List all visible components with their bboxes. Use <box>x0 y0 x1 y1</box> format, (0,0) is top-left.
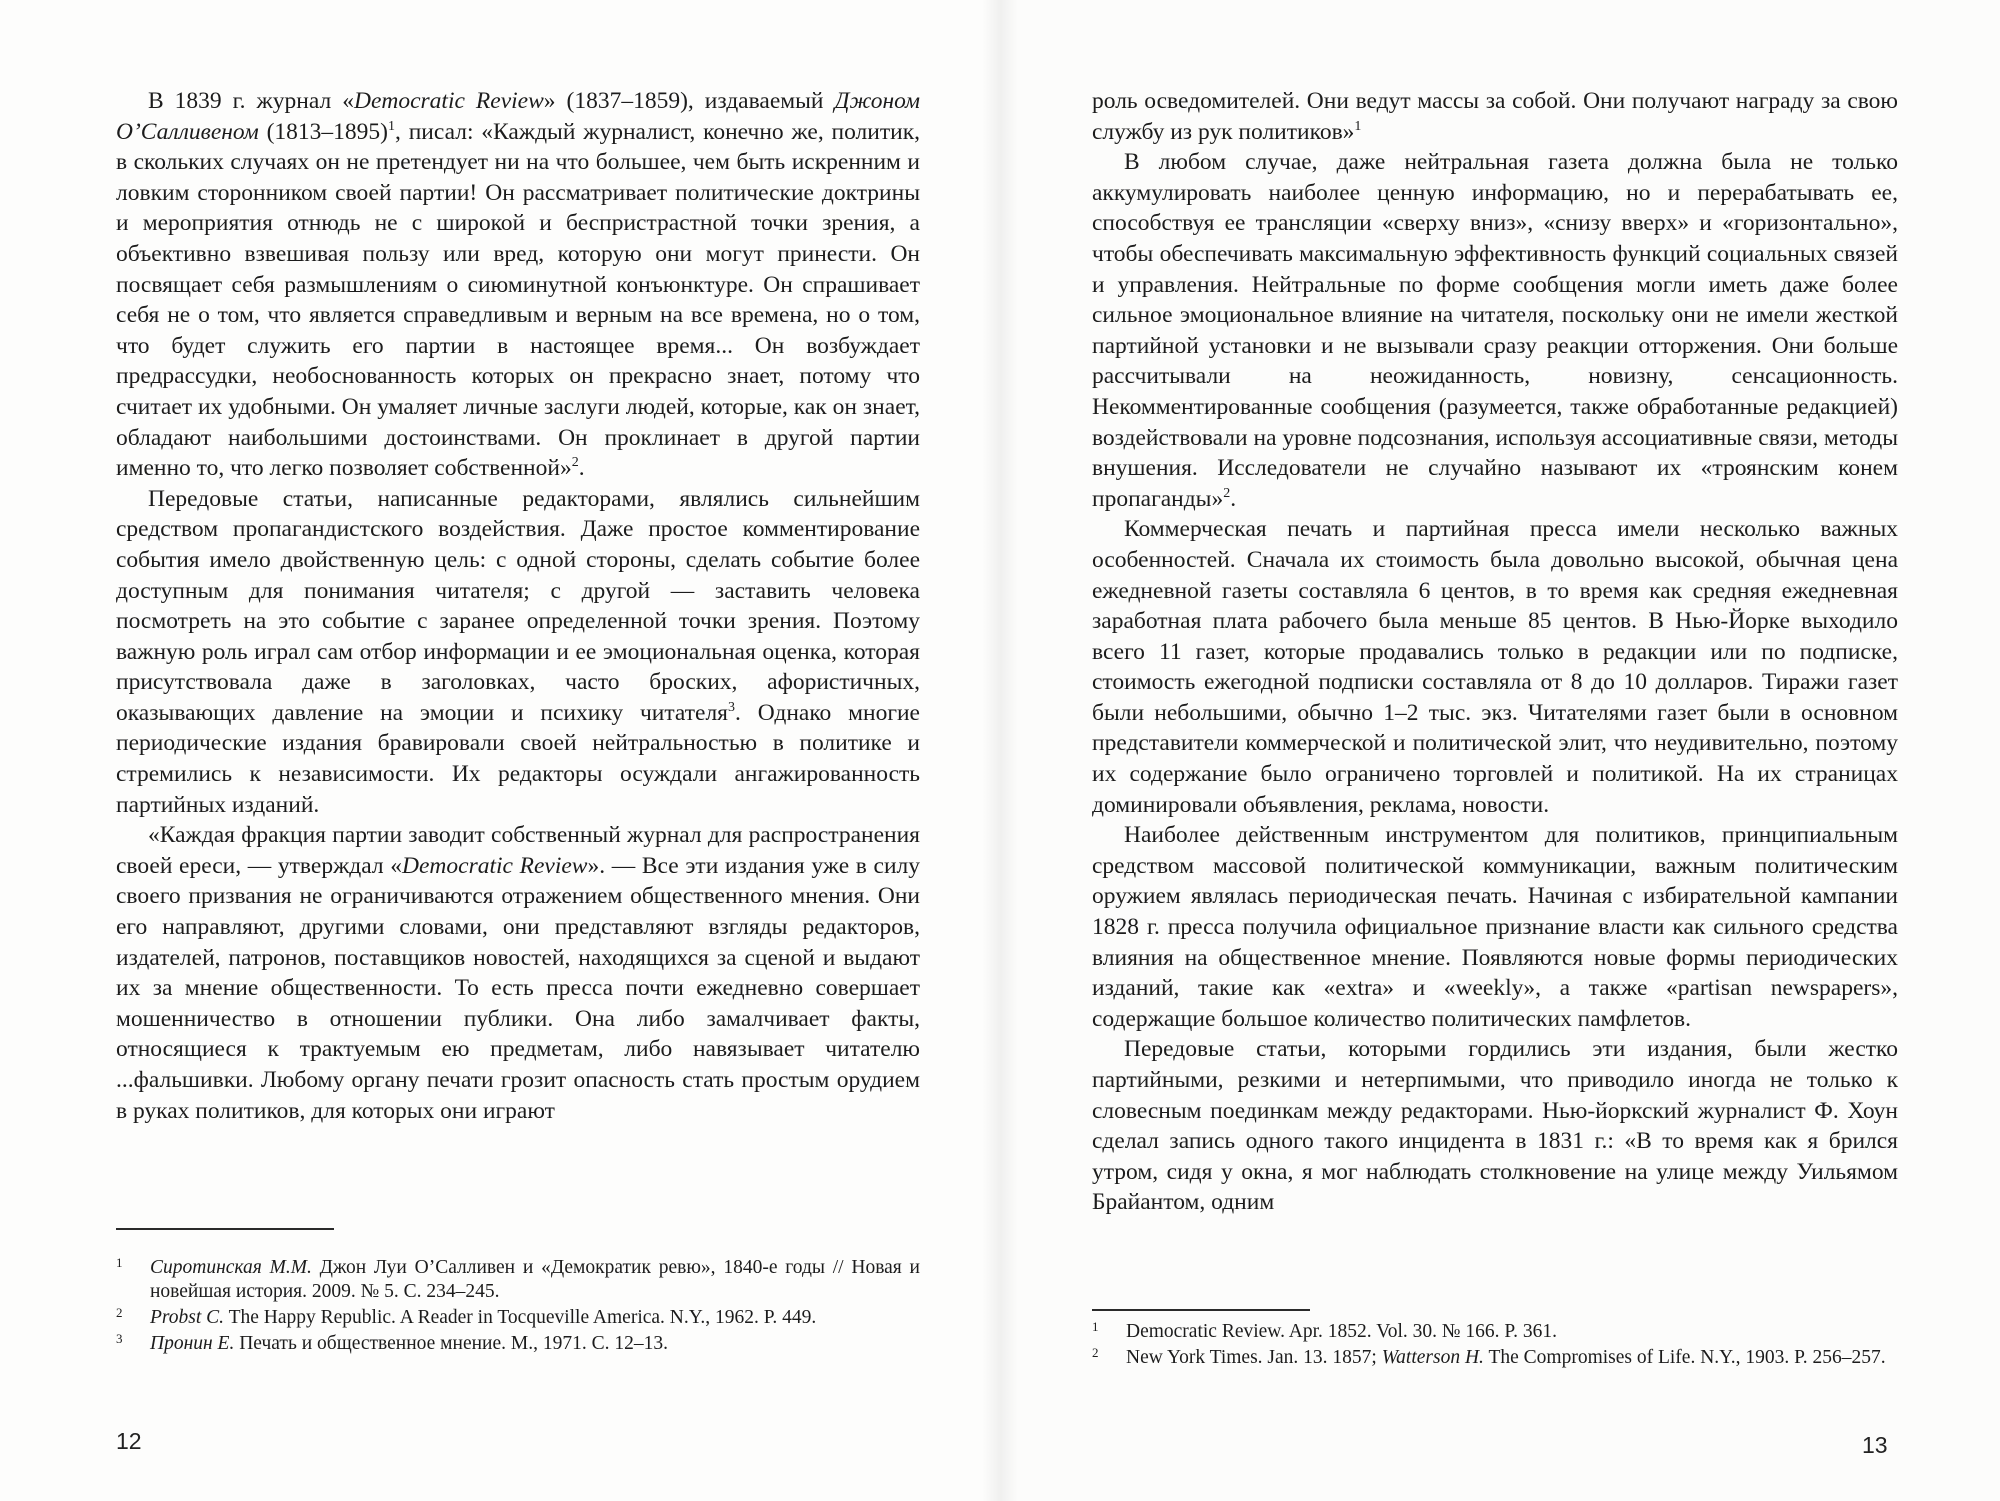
paragraph <box>1092 1034 1898 1218</box>
paragraph <box>1092 86 1898 147</box>
footnote <box>1092 1346 1898 1370</box>
italic-text: Пронин Е. <box>150 1333 235 1354</box>
text-run: В 1839 г. журнал « <box>148 88 354 114</box>
right-footnotes <box>1092 1320 1898 1372</box>
text-run: В любом случае, даже нейтральная газета должна была не только аккумулировать наиболее ценную информацию, но и перерабатывать ее, способствуя ее трансляции «сверху вниз», «снизу вверх» и «горизонтально», чтобы обеспечивать максимальную эффективность функций социальных связей и управления. Нейтральные по форме сообщения могли иметь даже более сильное эмоциональное влияние на читателя, поскольку они не имели жесткой партийной установки и не вызывали сразу реакции отторжения. Они больше рассчитывали на неожиданность, новизну, сенсационность. Некомментированные сообщения (разумеется, также обработанные редакцией) воздействовали на уровне подсознания, используя ассоциативные связи, методы внушения. Исследователи не случайно называют их «троянским конем пропаганды» <box>1092 149 1898 512</box>
paragraph <box>1092 820 1898 1034</box>
text-run: , писал: «Каждый журналист, конечно же, политик, в скольких случаях он не претендует ни на что большее, чем быть искренним и ловким сторонником своей партии! Он рассматривает политические доктрины и мероприятия отнюдь не с широкой и беспристрастной точки зрения, а объективно взвешивая пользу или вред, которую они могут принести. Он посвящает себя размышлениям о сиюминутной конъюнктуре. Он спрашивает себя не о том, что является справедливым и верным на все времена, но о том, что будет служить его партии в настоящее время... Он возбуждает предрассудки, необоснованность которых он прекрасно знает, потому что считает их удобными. Он умаляет личные заслуги людей, которые, как он знает, обладают наибольшими достоинствами. Он проклинает в другой партии именно то, что легко позволяет собственной» <box>116 118 920 482</box>
text-run: . <box>578 455 585 482</box>
footnote-ref: 3 <box>728 700 735 716</box>
paragraph <box>1092 514 1898 820</box>
text-run: The Compromises of Life. N.Y., 1903. P. 256–257. <box>1483 1347 1886 1368</box>
footnote-number: 1 <box>1092 1319 1099 1334</box>
left-footnotes <box>116 1256 920 1358</box>
paragraph <box>116 86 920 484</box>
right-body-text <box>1092 86 1898 1218</box>
footnote <box>116 1306 920 1330</box>
italic-text: Джоном О’Салливеном <box>116 88 920 145</box>
italic-text: Сиротинская М.М. <box>150 1257 312 1278</box>
text-run: Коммерческая печать и партийная пресса имели несколько важных особенностей. Сначала их стоимость была довольно высокой, обычная цена ежедневной газеты составляла 6 центов, в то время как средняя ежедневная заработная плата рабочего была меньше 85 центов. В Нью-Йорке выходило всего 11 газет, которые продавались только в редакции или по подписке, стоимость ежегодной подписки составляла от 8 до 10 долларов. Тиражи газет были небольшими, обычно 1–2 тыс. экз. Читателями газет были в основном представители коммерческой и политической элит, что неудивительно, поэтому их содержание было ограничено торговлей и политикой. На их страницах доминировали объявления, реклама, новости. <box>1092 516 1898 818</box>
text-run: (1813–1895) <box>258 118 389 145</box>
italic-text: Probst C. <box>150 1307 225 1328</box>
text-run: Передовые статьи, написанные редакторами, являлись сильнейшим средством пропагандистского воздействия. Даже простое комментирование события имело двойственную цель: с одной стороны, сделать событие более доступным для понимания читателя; с другой — заставить человека посмотреть на это событие с заранее определенной точки зрения. Поэтому важную роль играл сам отбор информации и ее эмоциональная оценка, которая присутствовала даже в заголовках, часто броских, афористичных, оказывающих давление на эмоции и психику читателя <box>116 485 920 726</box>
text-run: роль осведомителей. Они ведут массы за собой. Они получают награду за свою службу из рук политиков» <box>1092 88 1898 145</box>
italic-text: Democratic Review <box>353 88 544 114</box>
left-body-text <box>116 86 920 1126</box>
footnote-ref: 2 <box>1223 485 1231 501</box>
footnote-ref: 1 <box>388 118 396 134</box>
text-run: Печать и общественное мнение. М., 1971. С. 12–13. <box>234 1333 668 1354</box>
text-run: » (1837–1859), издаваемый <box>543 88 835 114</box>
text-run: ». — Все эти издания уже в силу своего призвания не ограничиваются отражением общественного мнения. Они его направляют, другими словами, они представляют взгляды редакторов, издателей, патронов, поставщиков новостей, находящихся за сценой и выдают их за мнение общественности. То есть пресса почти ежедневно совершает мошенничество в отношении публики. Она либо замалчивает факты, относящиеся к трактуемым ею предметам, либо навязывает читателю ...фальшивки. Любому органу печати грозит опасность стать простым орудием в руках политиков, для которых они играют <box>116 852 921 1124</box>
text-run: . Однако многие периодические издания бравировали своей нейтральностью в политике и стремились к независимости. Их редакторы осуждали ангажированность партийных изданий. <box>116 699 920 818</box>
text-run: Democratic Review. Apr. 1852. Vol. 30. № 166. P. 361. <box>1126 1321 1557 1342</box>
footnote <box>116 1332 920 1356</box>
paragraph <box>116 820 920 1126</box>
text-run: Джон Луи О’Салливен и «Демократик ревю», 1840-е годы // Новая и новейшая история. 2009. № 5. С. 234–245. <box>150 1257 920 1302</box>
text-run: Наиболее действенным инструментом для политиков, принципиальным средством массовой политической коммуникации, важным политическим оружием являлась периодическая печать. Начиная с избирательной кампании 1828 г. пресса получила официальное признание власти как сильного средства влияния на общественное мнение. Появляются новые формы периодических изданий, такие как «extra» и «weekly», а также «partisan newspapers», содержащие большое количество политических памфлетов. <box>1092 822 1898 1032</box>
right-footnote-rule <box>1092 1309 1310 1311</box>
text-run: New York Times. Jan. 13. 1857; <box>1126 1347 1382 1368</box>
italic-text: Watterson H. <box>1381 1347 1484 1368</box>
right-page <box>1000 0 2000 1501</box>
left-footnote-rule <box>116 1228 334 1230</box>
footnote <box>116 1256 920 1304</box>
right-page-number: 13 <box>1862 1432 1888 1458</box>
footnote-number: 2 <box>116 1305 123 1320</box>
paragraph <box>1092 147 1898 514</box>
footnote-number: 3 <box>116 1331 123 1346</box>
footnote-ref: 2 <box>571 455 579 471</box>
text-run: . <box>1230 485 1237 512</box>
paragraph <box>116 484 920 821</box>
footnote-ref: 1 <box>1354 118 1362 134</box>
footnote-number: 2 <box>1092 1345 1099 1360</box>
text-run: «Каждая фракция партии заводит собственный журнал для распространения своей ереси, — утверждал « <box>116 822 920 879</box>
left-page-number: 12 <box>116 1428 142 1454</box>
footnote <box>1092 1320 1898 1344</box>
italic-text: Democratic Review <box>402 852 588 879</box>
text-run: The Happy Republic. A Reader in Tocqueville America. N.Y., 1962. P. 449. <box>224 1307 817 1328</box>
footnote-number: 1 <box>116 1255 123 1270</box>
text-run: Передовые статьи, которыми гордились эти издания, были жестко партийными, резкими и нетерпимыми, что приводило иногда не только к словесным поединкам между редакторами. Нью-йоркский журналист Ф. Хоун сделал запись одного такого инцидента в 1831 г.: «В то время как я брился утром, сидя у окна, я мог наблюдать столкновение на улице между Уильямом Брайантом, одним <box>1092 1036 1898 1216</box>
book-gutter <box>982 0 1018 1501</box>
